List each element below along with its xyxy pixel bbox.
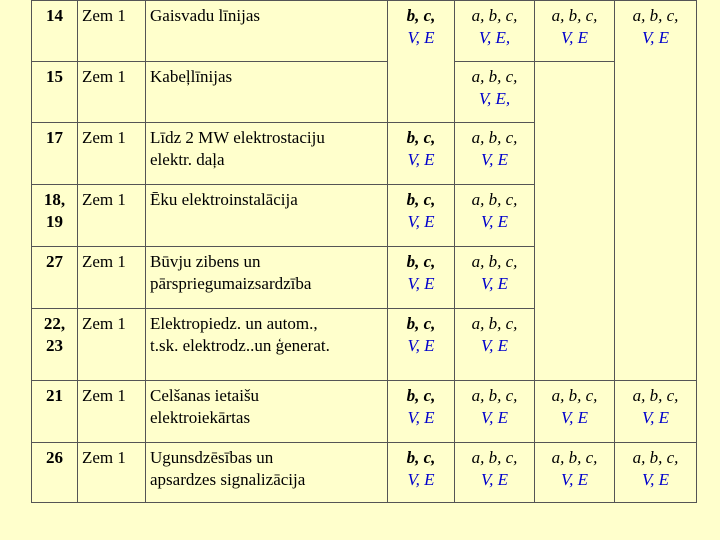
- voltage-group: Zem 1: [78, 123, 146, 185]
- category-col2: a, b, c, V, E: [455, 381, 535, 443]
- work-type: Ēku elektroinstalācija: [146, 185, 388, 247]
- work-type: Celšanas ietaišu elektroiekārtas: [146, 381, 388, 443]
- category-col2: a, b, c, V, E: [455, 309, 535, 381]
- category-col2: a, b, c, V, E,: [455, 1, 535, 62]
- table-row: [32, 381, 697, 443]
- row-number: 18, 19: [32, 185, 78, 247]
- category-col1: b, c, V, E: [388, 381, 455, 443]
- category-col3: a, b, c, V, E: [535, 1, 615, 62]
- work-type: Gaisvadu līnijas: [146, 1, 388, 62]
- table-row: [32, 1, 697, 62]
- category-col3: a, b, c, V, E: [535, 381, 615, 443]
- row-number: 14: [32, 1, 78, 62]
- category-col2: a, b, c, V, E,: [455, 62, 535, 123]
- category-col4: a, b, c, V, E: [615, 381, 697, 443]
- row-number: 27: [32, 247, 78, 309]
- category-col2: a, b, c, V, E: [455, 185, 535, 247]
- work-type: Būvju zibens un pārspriegumaizsardzība: [146, 247, 388, 309]
- category-col2: a, b, c, V, E: [455, 443, 535, 503]
- category-col2: a, b, c, V, E: [455, 247, 535, 309]
- table-row: [32, 62, 697, 123]
- voltage-group: Zem 1: [78, 443, 146, 503]
- category-col4: a, b, c, V, E: [615, 1, 697, 381]
- category-col3-empty: [535, 62, 615, 381]
- row-number: 26: [32, 443, 78, 503]
- qualification-table: [31, 0, 697, 503]
- category-col3: a, b, c, V, E: [535, 443, 615, 503]
- work-type: Ugunsdzēsības un apsardzes signalizācija: [146, 443, 388, 503]
- voltage-group: Zem 1: [78, 247, 146, 309]
- category-col1: b, c, V, E: [388, 247, 455, 309]
- table-row: [32, 443, 697, 503]
- row-number: 22, 23: [32, 309, 78, 381]
- voltage-group: Zem 1: [78, 309, 146, 381]
- voltage-group: Zem 1: [78, 185, 146, 247]
- work-type: Līdz 2 MW elektrostaciju elektr. daļa: [146, 123, 388, 185]
- row-number: 15: [32, 62, 78, 123]
- category-col1: b, c, V, E: [388, 443, 455, 503]
- work-type: Kabeļlīnijas: [146, 62, 388, 123]
- category-col4: a, b, c, V, E: [615, 443, 697, 503]
- category-col1: b, c, V, E: [388, 1, 455, 123]
- category-col1: b, c, V, E: [388, 309, 455, 381]
- category-col2: a, b, c, V, E: [455, 123, 535, 185]
- voltage-group: Zem 1: [78, 1, 146, 62]
- category-col1: b, c, V, E: [388, 123, 455, 185]
- voltage-group: Zem 1: [78, 62, 146, 123]
- work-type: Elektropiedz. un autom., t.sk. elektrodz..un ģenerat.: [146, 309, 388, 381]
- row-number: 21: [32, 381, 78, 443]
- voltage-group: Zem 1: [78, 381, 146, 443]
- category-col1: b, c, V, E: [388, 185, 455, 247]
- row-number: 17: [32, 123, 78, 185]
